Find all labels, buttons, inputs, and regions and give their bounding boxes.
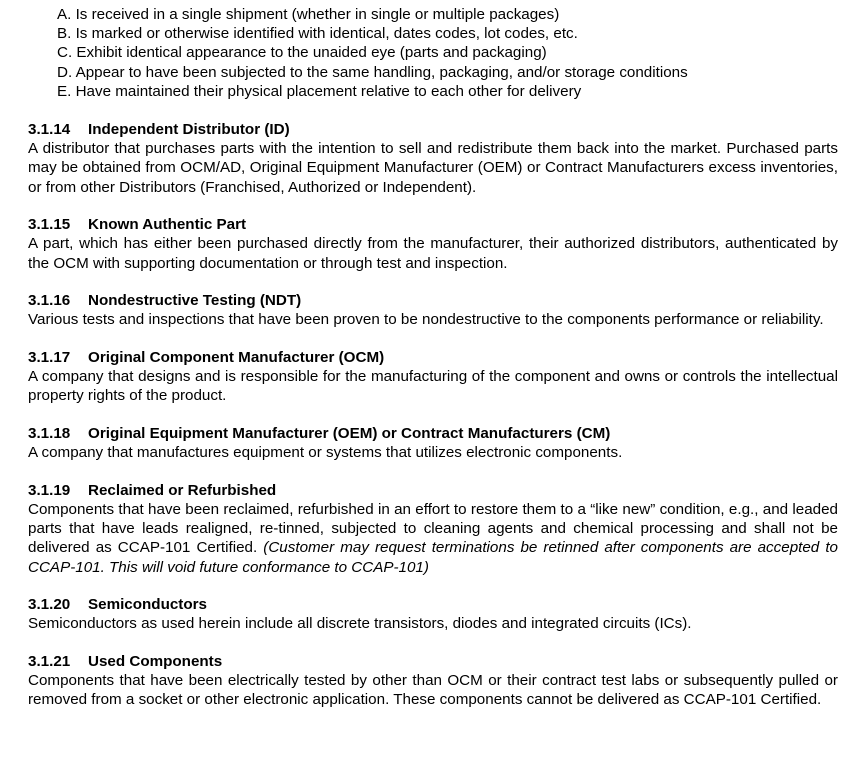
section-heading <box>28 215 838 234</box>
section-heading <box>28 120 838 139</box>
section-number: 3.1.14 <box>28 121 71 138</box>
section-body: A company that manufactures equipment or systems that utilizes electronic components. <box>28 444 623 462</box>
section-number: 3.1.15 <box>28 216 71 234</box>
section-title: Nondestructive Testing (NDT) <box>88 292 302 310</box>
section-title: Reclaimed or Refurbished <box>88 481 277 499</box>
section-number: 3.1.18 <box>28 425 71 442</box>
section-heading <box>28 652 838 671</box>
section-number: 3.1.19 <box>28 481 71 499</box>
definition-section <box>28 595 838 633</box>
list-item: D. Appear to have been subjected to the same handling, packaging, and/or storage conditions <box>57 63 688 81</box>
section-title: Used Components <box>88 653 223 670</box>
definition-section <box>28 215 838 273</box>
section-body: A company that designs and is responsible for the manufacturing of the component and owns or controls the intellectual property rights of the product. <box>28 368 838 405</box>
definition-section <box>28 348 838 406</box>
list-item: A. Is received in a single shipment (whether in single or multiple packages) <box>57 6 560 23</box>
list-item: E. Have maintained their physical placement relative to each other for delivery <box>57 82 582 100</box>
definition-section <box>28 652 838 710</box>
section-body: Semiconductors as used herein include all discrete transistors, diodes and integrated circuits (ICs). <box>28 615 692 633</box>
definition-section <box>28 481 838 577</box>
section-heading <box>28 348 838 367</box>
section-title: Semiconductors <box>88 596 207 614</box>
section-body: A part, which has either been purchased directly from the manufacturer, their authorized distributors, authenticated by the OCM with supporting documentation or through test and inspection. <box>28 235 838 272</box>
definitions-section-list <box>28 120 838 728</box>
section-heading <box>28 595 838 614</box>
section-body-italic-note: (Customer may request terminations be retinned after components are accepted to CCAP-101. This will void future conformance to CCAP-101) <box>28 539 838 576</box>
section-body: Components that have been electrically tested by other than OCM or their contract test labs or subsequently pulled or removed from a socket or other electronic application. These components cannot be delivered as CCAP-101 Certified. <box>28 672 838 709</box>
definition-section <box>28 424 838 462</box>
section-number: 3.1.16 <box>28 292 71 310</box>
criteria-list <box>57 5 688 101</box>
section-body-text: Components that have been reclaimed, refurbished in an effort to restore them to a “like new” condition, e.g., and leaded parts that have leads realigned, re-tinned, subjected to cleaning agents and chemical processing and shall not be delivered as CCAP-101 Certified. <box>28 501 838 557</box>
section-heading <box>28 424 838 443</box>
definition-section <box>28 291 838 329</box>
section-body: A distributor that purchases parts with the intention to sell and redistribute them back into the market. Purchased parts may be obtained from OCM/AD, Original Equipment Manufacturer (OEM) or Contract Manufacturers excess inventories, or from other Distributors (Franchised, Authorized or Independent). <box>28 140 838 196</box>
section-number: 3.1.20 <box>28 596 71 614</box>
section-body: Various tests and inspections that have been proven to be nondestructive to the components performance or reliability. <box>28 311 824 329</box>
section-title: Original Component Manufacturer (OCM) <box>88 349 385 366</box>
definition-section <box>28 120 838 197</box>
section-heading <box>28 481 838 500</box>
section-body <box>28 500 838 577</box>
section-heading <box>28 291 838 310</box>
section-number: 3.1.17 <box>28 349 71 366</box>
section-title: Known Authentic Part <box>88 216 247 234</box>
section-title: Original Equipment Manufacturer (OEM) or Contract Manufacturers (CM) <box>88 425 611 442</box>
list-item: B. Is marked or otherwise identified with identical, dates codes, lot codes, etc. <box>57 25 578 43</box>
section-title: Independent Distributor (ID) <box>88 121 290 138</box>
section-number: 3.1.21 <box>28 653 71 670</box>
list-item: C. Exhibit identical appearance to the unaided eye (parts and packaging) <box>57 44 547 62</box>
